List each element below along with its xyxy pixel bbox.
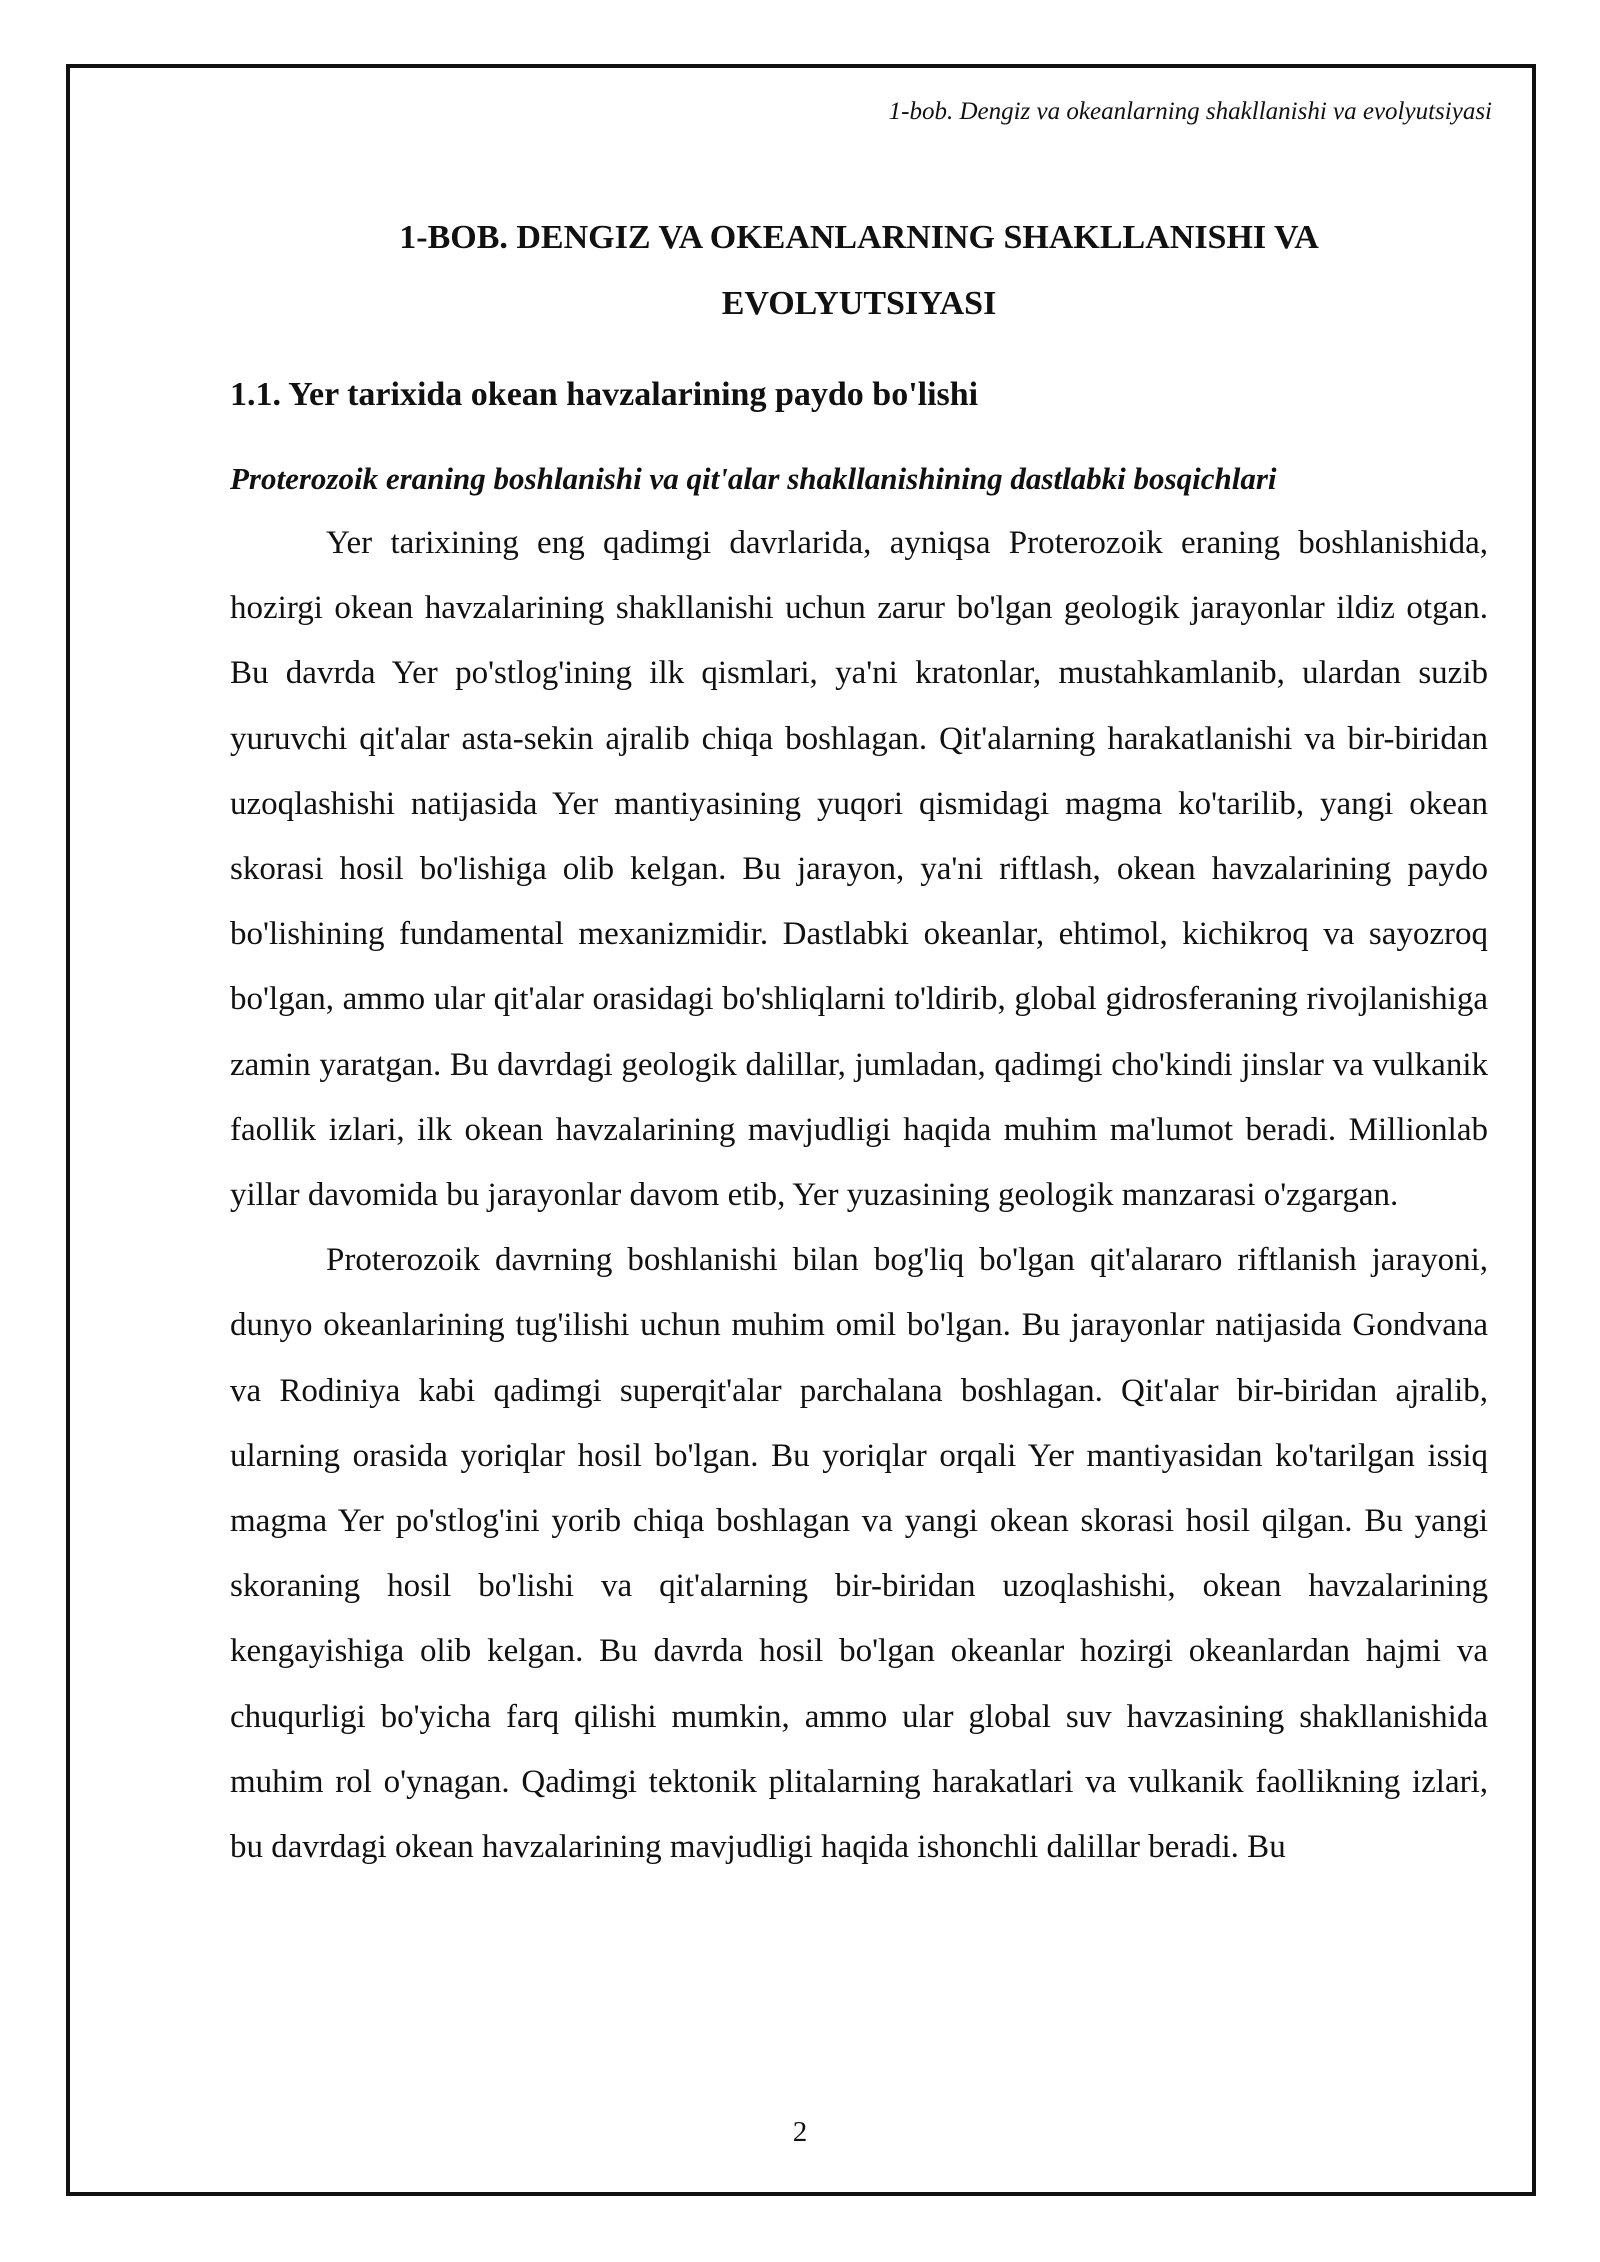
- body-paragraph: Yer tarixining eng qadimgi davrlarida, ayniqsa Proterozoik eraning boshlanishida, hozirgi okean havzalarining shakllanishi uchun zarur bo'lgan geologik jarayonlar ildiz otgan. Bu davrda Yer po'stlog'ining ilk qismlari, ya'ni kratonlar, mustahkamlanib, ulardan suzib yuruvchi qit'alar asta-sekin ajralib chiqa boshlagan. Qit'alarning harakatlanishi va bir-biridan uzoqlashishi natijasida Yer mantiyasining yuqori qismidagi magma ko'tarilib, yangi okean skorasi hosil bo'lishiga olib kelgan. Bu jarayon, ya'ni riftlash, okean havzalarining paydo bo'lishining fundamental mexanizmidir. Dastlabki okeanlar, ehtimol, kichikroq va sayozroq bo'lgan, ammo ular qit'alar orasidagi bo'shliqlarni to'ldirib, global gidrosferaning rivojlanishiga zamin yaratgan. Bu davrdagi geologik dalillar, jumladan, qadimgi cho'kindi jinslar va vulkanik faollik izlari, ilk okean havzalarining mavjudligi haqida muhim ma'lumot beradi. Millionlab yillar davomida bu jarayonlar davom etib, Yer yuzasining geologik manzarasi o'zgargan.: [230, 525, 1488, 1214]
- subsection-title: Proterozoik eraning boshlanishi va qit'alar shakllanishining dastlabki bosqichlari: [230, 461, 1277, 496]
- running-header: 1-bob. Dengiz va okeanlarning shakllanishi va evolyutsiyasi: [888, 98, 1492, 125]
- body-paragraph: Proterozoik davrning boshlanishi bilan bog'liq bo'lgan qit'alararo riftlanish jarayoni, dunyo okeanlarining tug'ilishi uchun muhim omil bo'lgan. Bu jarayonlar natijasida Gondvana va Rodiniya kabi qadimgi superqit'alar parchalana boshlagan. Qit'alar bir-biridan ajralib, ularning orasida yoriqlar hosil bo'lgan. Bu yoriqlar orqali Yer mantiyasidan ko'tarilgan issiq magma Yer po'stlog'ini yorib chiqa boshlagan va yangi okean skorasi hosil qilgan. Bu yangi skoraning hosil bo'lishi va qit'alarning bir-biridan uzoqlashishi, okean havzalarining kengayishiga olib kelgan. Bu davrda hosil bo'lgan okeanlar hozirgi okeanlardan hajmi va chuqurligi bo'yicha farq qilishi mumkin, ammo ular global suv havzasining shakllanishida muhim rol o'ynagan. Qadimgi tektonik plitalarning harakatlari va vulkanik faollikning izlari, bu davrdagi okean havzalarining mavjudligi haqida ishonchli dalillar beradi. Bu: [230, 1242, 1488, 1866]
- page-content: [230, 205, 1488, 1880]
- chapter-title: 1-BOB. DENGIZ VA OKEANLARNING SHAKLLANISHI VA EVOLYUTSIYASI: [399, 219, 1319, 322]
- section-title: 1.1. Yer tarixida okean havzalarining paydo bo'lishi: [230, 376, 979, 413]
- page-number: 2: [792, 2116, 808, 2148]
